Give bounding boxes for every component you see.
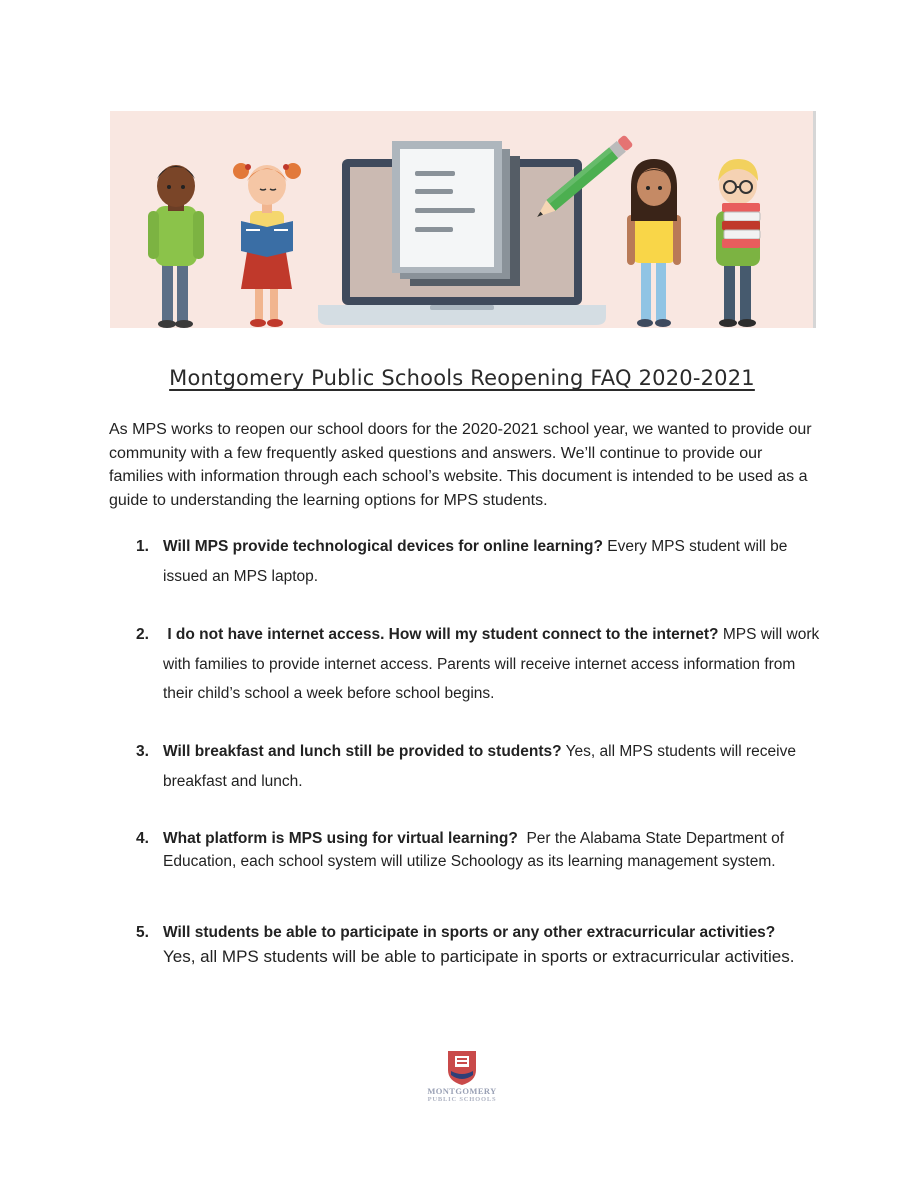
books-icon <box>722 203 760 248</box>
faq-question: Will MPS provide technological devices for online learning? <box>163 538 603 555</box>
faq-number: 1. <box>136 538 149 555</box>
logo-text-secondary: PUBLIC SCHOOLS <box>427 1096 497 1103</box>
logo-text-primary: MONTGOMERY <box>427 1086 497 1096</box>
faq-question: I do not have internet access. How will my student connect to the internet? <box>167 626 719 643</box>
faq-item <box>136 620 826 709</box>
faq-answer: Yes, all MPS students will be able to participate in sports or extracurricular activities. <box>163 946 795 966</box>
document-icon <box>392 141 520 286</box>
school-logo <box>420 1050 504 1112</box>
faq-item <box>136 737 826 796</box>
faq-item <box>136 921 826 969</box>
faq-question: Will breakfast and lunch still be provided to students? <box>163 743 562 760</box>
page-title: Montgomery Public Schools Reopening FAQ 2020-2021 <box>169 366 755 390</box>
intro-paragraph: As MPS works to reopen our school doors for the 2020-2021 school year, we wanted to provide our community with a few frequently asked questions and answers. We’ll continue to provide our families with information through each school’s website. This document is intended to be used as a guide to understanding the learning options for MPS students. <box>109 421 812 509</box>
faq-answer: Per the Alabama State Department of Education, each school system will utilize Schoology as its learning management system. <box>163 830 785 870</box>
faq-number: 4. <box>136 830 149 847</box>
faq-number: 3. <box>136 743 149 760</box>
faq-number: 5. <box>136 924 149 941</box>
faq-question: Will students be able to participate in sports or any other extracurricular activities? <box>163 924 776 941</box>
faq-item <box>136 827 826 873</box>
faq-question: What platform is MPS using for virtual learning? <box>163 830 518 847</box>
faq-item <box>136 532 826 591</box>
banner-illustration <box>110 111 816 328</box>
header-banner <box>110 111 816 328</box>
crest-icon <box>447 1050 477 1086</box>
faq-number: 2. <box>136 626 149 643</box>
faq-answer: MPS will work with families to provide internet access. Parents will receive internet access information from their child’s school a week before school begins. <box>163 626 820 702</box>
faq-answer: Yes, all MPS students will receive breakfast and lunch. <box>163 743 796 790</box>
faq-answer: Every MPS student will be issued an MPS laptop. <box>163 538 788 585</box>
